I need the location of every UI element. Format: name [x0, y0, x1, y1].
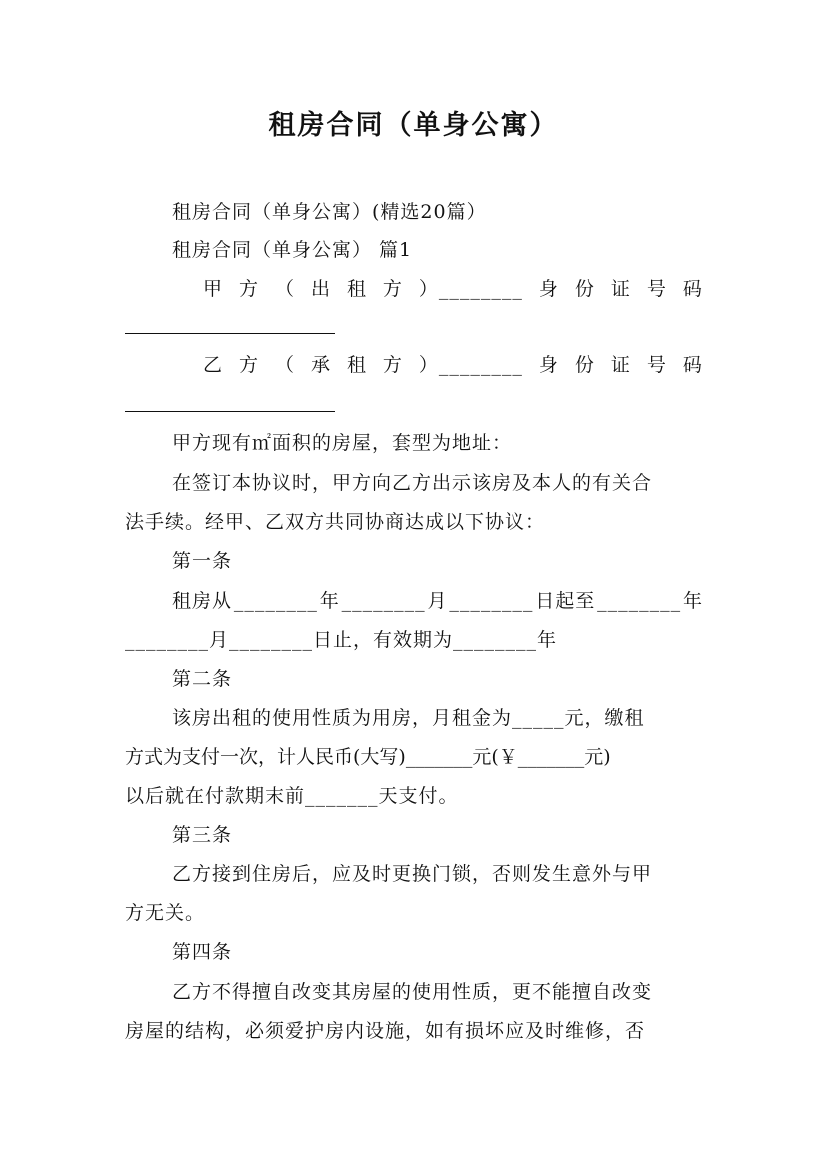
party-a-char: 份	[574, 278, 595, 300]
blank-segment: ________	[341, 590, 426, 612]
section-4-line-1: 乙方不得擅自改变其房屋的使用性质，更不能擅自改变	[172, 981, 653, 1003]
party-a-char: 身	[538, 278, 559, 300]
text-segment: 日起至	[535, 590, 596, 612]
party-b-char: 租	[346, 354, 367, 376]
party-a-char: 号	[646, 278, 667, 300]
party-a-id-blank	[125, 333, 335, 334]
party-b-char: 方	[382, 354, 403, 376]
party-b-char: 码	[682, 354, 703, 376]
party-a-line	[203, 277, 703, 301]
party-b-char: 身	[538, 354, 559, 376]
blank-segment: ________	[229, 629, 314, 651]
section-2-line-1: 该房出租的使用性质为用房，月租金为_____元，缴租	[172, 707, 645, 729]
party-b-char: 号	[646, 354, 667, 376]
section-1-heading: 第一条	[172, 550, 233, 572]
party-a-char: 方	[238, 278, 259, 300]
party-a-char: 方	[382, 278, 403, 300]
section-1-line-1	[172, 589, 703, 613]
text-segment: 年	[682, 590, 703, 612]
section-3-heading: 第三条	[172, 824, 233, 846]
text-segment: 年	[537, 629, 558, 651]
section-4-line-2: 房屋的结构，必须爱护房内设施，如有损坏应及时维修，否	[125, 1020, 646, 1042]
text-segment: 月	[427, 590, 448, 612]
party-a-char: 码	[682, 278, 703, 300]
party-b-char: 方	[238, 354, 259, 376]
party-b-char: 份	[574, 354, 595, 376]
blank-segment: ________	[233, 590, 318, 612]
paragraph-1: 甲方现有㎡面积的房屋，套型为地址：	[172, 432, 513, 454]
party-b-char: 乙	[203, 354, 224, 376]
blank-segment: ________	[453, 629, 538, 651]
section-2-line-2: 方式为支付一次，计人民币(大写)_______元(￥_______元)	[125, 746, 611, 768]
section-3-line-2: 方无关。	[125, 902, 206, 924]
section-2-heading: 第二条	[172, 668, 233, 690]
section-3-line-1: 乙方接到住房后，应及时更换门锁，否则发生意外与甲	[172, 863, 653, 885]
party-b-char: （	[274, 354, 295, 376]
party-b-char: 承	[310, 354, 331, 376]
party-b-blank: ）________	[418, 354, 523, 376]
subtitle: 租房合同（单身公寓）(精选20篇）	[172, 201, 487, 223]
blank-segment: ________	[597, 590, 682, 612]
section-4-heading: 第四条	[172, 941, 233, 963]
party-b-id-blank	[125, 411, 335, 412]
party-a-char: 证	[610, 278, 631, 300]
blank-segment: ________	[449, 590, 534, 612]
text-segment: 年	[319, 590, 340, 612]
blank-segment: ________	[125, 629, 209, 651]
party-a-char: 甲	[203, 278, 224, 300]
party-a-blank: ）________	[418, 278, 523, 300]
party-a-char: （	[274, 278, 295, 300]
party-a-char: 出	[310, 278, 331, 300]
paragraph-2-line-1: 在签订本协议时，甲方向乙方出示该房及本人的有关合	[172, 472, 653, 494]
section-1-line-2	[125, 628, 703, 652]
text-segment: 租房从	[172, 590, 233, 612]
paragraph-2-line-2: 法手续。经甲、乙双方共同协商达成以下协议：	[125, 511, 546, 533]
text-segment: 月	[209, 629, 230, 651]
text-segment: 日止，有效期为	[313, 629, 454, 651]
party-a-char: 租	[346, 278, 367, 300]
article-heading: 租房合同（单身公寓） 篇1	[172, 239, 413, 261]
document-title: 租房合同（单身公寓）	[268, 110, 559, 141]
party-b-line	[203, 353, 703, 377]
party-b-char: 证	[610, 354, 631, 376]
section-2-line-3: 以后就在付款期末前_______天支付。	[125, 785, 459, 807]
